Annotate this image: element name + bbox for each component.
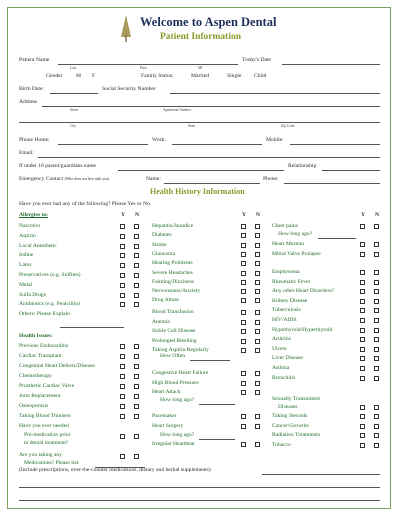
condition-no-checkbox[interactable] — [255, 310, 260, 315]
condition-yes-checkbox[interactable] — [360, 414, 365, 419]
ssn-field[interactable] — [170, 93, 380, 94]
condition-item: Radiation Treatments — [272, 432, 321, 438]
allergy-no-checkbox[interactable] — [134, 273, 139, 278]
condition-item: Diabetes — [152, 232, 172, 239]
medications-no-checkbox[interactable] — [134, 454, 139, 459]
condition-no-checkbox[interactable] — [255, 320, 260, 325]
condition-no-checkbox[interactable] — [255, 261, 260, 266]
col3-y-header: Y — [361, 212, 366, 218]
condition-yes-checkbox[interactable] — [241, 329, 246, 334]
first-caption: First — [140, 66, 147, 70]
health-no-checkbox[interactable] — [134, 354, 139, 359]
condition-yes-checkbox[interactable] — [241, 298, 246, 303]
condition-yes-checkbox[interactable] — [241, 252, 246, 257]
condition-no-checkbox[interactable] — [255, 381, 260, 386]
condition-yes-checkbox[interactable] — [241, 310, 246, 315]
health-yes-checkbox[interactable] — [120, 344, 125, 349]
condition-yes-checkbox[interactable] — [241, 390, 246, 395]
condition-yes-checkbox[interactable] — [360, 443, 365, 448]
col2-n-header: N — [256, 212, 261, 218]
condition-no-checkbox[interactable] — [255, 371, 260, 376]
condition-item: Any other Heart Disorders? — [272, 288, 334, 295]
condition-item: Anemia — [152, 318, 170, 325]
condition-no-checkbox[interactable] — [374, 242, 379, 247]
allergy-no-checkbox[interactable] — [134, 302, 139, 307]
health-issues-heading: Health Issues: — [19, 333, 53, 339]
health-yes-checkbox[interactable] — [120, 354, 125, 359]
health-yes-checkbox[interactable] — [120, 404, 125, 409]
condition-no-checkbox[interactable] — [255, 289, 260, 294]
condition-no-checkbox[interactable] — [374, 299, 379, 304]
health-yes-checkbox[interactable] — [120, 384, 125, 389]
condition-item: Heart Murmur — [272, 241, 305, 247]
health-yes-checkbox[interactable] — [120, 374, 125, 379]
emergency-label: Emergency Contact (Who does not live with you) — [19, 176, 110, 182]
condition-item: Ulcers — [272, 345, 287, 352]
health-no-checkbox[interactable] — [134, 404, 139, 409]
col1-n-header: N — [135, 212, 140, 218]
health-item: Osteoporosis — [19, 403, 49, 409]
todays-date-field[interactable] — [282, 64, 380, 65]
include-note: (Include prescriptions, over-the-counter medications, dietary and herbal supplements) — [19, 467, 211, 473]
condition-no-checkbox[interactable] — [374, 347, 379, 352]
health-item: Cardiac Transplant — [19, 353, 62, 359]
premedication-no-checkbox[interactable] — [134, 434, 139, 439]
gender-m-option[interactable]: M — [76, 73, 81, 79]
health-yes-checkbox[interactable] — [120, 414, 125, 419]
condition-item: High Blood Pressure — [152, 379, 199, 386]
condition-yes-checkbox[interactable] — [241, 224, 246, 229]
how-long-ago-label: How long ago? — [278, 231, 313, 237]
address-street-field[interactable] — [42, 106, 380, 107]
condition-item: Taking Aspirin Regularly — [152, 347, 209, 353]
allergy-yes-checkbox[interactable] — [120, 293, 125, 298]
work-phone-field[interactable] — [172, 144, 262, 145]
condition-yes-checkbox[interactable] — [241, 280, 246, 285]
health-item: Have you ever needed — [19, 423, 69, 429]
condition-no-checkbox[interactable] — [255, 271, 260, 276]
birth-date-field[interactable] — [50, 93, 98, 94]
condition-no-checkbox[interactable] — [255, 224, 260, 229]
condition-no-checkbox[interactable] — [255, 414, 260, 419]
condition-yes-checkbox[interactable] — [241, 371, 246, 376]
allergy-yes-checkbox[interactable] — [120, 224, 125, 229]
condition-yes-checkbox[interactable] — [360, 242, 365, 247]
allergy-item: Aspirin — [19, 232, 36, 239]
condition-item: Congestive Heart Failure — [152, 370, 209, 376]
zip-caption: Zip Code — [281, 124, 295, 128]
allergy-yes-checkbox[interactable] — [120, 244, 125, 249]
condition-item: Asthma — [272, 365, 290, 371]
chest-pains-yes-checkbox[interactable] — [360, 224, 365, 229]
how-long-ago-field[interactable] — [318, 238, 356, 239]
allergy-item: Local Anesthetic — [19, 242, 57, 249]
condition-yes-checkbox[interactable] — [241, 424, 246, 429]
col2-y-header: Y — [242, 212, 247, 218]
health-no-checkbox[interactable] — [134, 364, 139, 369]
premed-line-1: Pre-medication prior — [24, 432, 71, 438]
last-caption: Last — [70, 66, 77, 70]
condition-yes-checkbox[interactable] — [241, 261, 246, 266]
condition-yes-checkbox[interactable] — [360, 299, 365, 304]
condition-item: Fainting/Dizziness — [152, 278, 194, 285]
health-yes-checkbox[interactable] — [120, 364, 125, 369]
condition-yes-checkbox[interactable] — [360, 405, 365, 410]
condition-yes-checkbox[interactable] — [241, 320, 246, 325]
health-yes-checkbox[interactable] — [120, 394, 125, 399]
health-no-checkbox[interactable] — [134, 394, 139, 399]
condition-no-checkbox[interactable] — [374, 289, 379, 294]
condition-yes-checkbox[interactable] — [360, 270, 365, 275]
condition-item: Tobacco — [272, 441, 291, 448]
health-item: Previous Endocarditis — [19, 343, 69, 349]
health-item: Taking Blood Thinners — [19, 413, 71, 419]
married-option[interactable]: Married — [191, 73, 210, 79]
emergency-name-field[interactable] — [164, 183, 260, 184]
condition-item: Tuberculosis — [272, 307, 301, 314]
condition-item: Nervousness/Anxiety — [152, 288, 201, 295]
how-often-field[interactable] — [190, 360, 230, 361]
patient-name-label: Patient Name — [19, 57, 50, 63]
allergies-heading: Allergies to: — [19, 212, 49, 218]
condition-yes-checkbox[interactable] — [241, 339, 246, 344]
condition-item: Pacemaker — [152, 413, 177, 419]
condition-no-checkbox[interactable] — [374, 424, 379, 429]
condition-item: Diseases — [278, 404, 298, 410]
email-field[interactable] — [38, 157, 380, 158]
allergy-yes-checkbox[interactable] — [120, 234, 125, 239]
condition-yes-checkbox[interactable] — [241, 442, 246, 447]
condition-yes-checkbox[interactable] — [360, 328, 365, 333]
how-long-ago-field[interactable] — [199, 404, 235, 405]
condition-item: Mitral Valve Prolapse — [272, 251, 321, 257]
condition-no-checkbox[interactable] — [374, 270, 379, 275]
condition-yes-checkbox[interactable] — [360, 347, 365, 352]
premedication-yes-checkbox[interactable] — [120, 434, 125, 439]
condition-yes-checkbox[interactable] — [241, 289, 246, 294]
condition-no-checkbox[interactable] — [255, 329, 260, 334]
condition-item: Emphysema — [272, 269, 300, 275]
condition-item: Sexually Transmitted — [272, 396, 320, 402]
allergy-item: Antibiotics (e.g. Penicillin) — [19, 301, 80, 308]
allergy-item: Narcotics — [19, 223, 41, 229]
condition-item: Bronchitis — [272, 374, 296, 381]
condition-yes-checkbox[interactable] — [360, 337, 365, 342]
condition-item: Chest pains — [272, 223, 298, 229]
how-often-label: How Often — [160, 353, 186, 359]
emergency-name-label: Name: — [146, 176, 161, 182]
health-history-title: Health History Information — [150, 187, 245, 196]
condition-item: Liver Disease — [272, 355, 303, 362]
condition-no-checkbox[interactable] — [374, 405, 379, 410]
allergy-no-checkbox[interactable] — [134, 224, 139, 229]
guardian-label: If under 18 parent/guardians name — [19, 163, 97, 169]
emergency-phone-label: Phone: — [263, 176, 279, 182]
taking-line-1: Are you taking any — [19, 452, 63, 458]
condition-yes-checkbox[interactable] — [360, 366, 365, 371]
page-subtitle: Patient Information — [160, 32, 242, 42]
condition-no-checkbox[interactable] — [374, 318, 379, 323]
family-status-label: Family Status: — [141, 73, 174, 79]
condition-item: Prolonged Bleeding — [152, 337, 197, 344]
condition-yes-checkbox[interactable] — [241, 271, 246, 276]
allergy-no-checkbox[interactable] — [134, 283, 139, 288]
condition-item: Blood Transfusion — [152, 309, 194, 315]
condition-no-checkbox[interactable] — [374, 366, 379, 371]
taking-line-2: Medications? Please list: — [24, 460, 80, 466]
how-long-ago-label: How long ago? — [160, 432, 195, 438]
condition-yes-checkbox[interactable] — [360, 433, 365, 438]
condition-no-checkbox[interactable] — [255, 280, 260, 285]
condition-no-checkbox[interactable] — [374, 443, 379, 448]
condition-yes-checkbox[interactable] — [241, 233, 246, 238]
apartment-caption: Apartment Number — [163, 108, 192, 112]
gender-f-option[interactable]: F — [92, 73, 96, 79]
page-title: Welcome to Aspen Dental — [140, 15, 277, 29]
condition-no-checkbox[interactable] — [374, 280, 379, 285]
allergy-yes-checkbox[interactable] — [120, 263, 125, 268]
condition-yes-checkbox[interactable] — [241, 243, 246, 248]
condition-no-checkbox[interactable] — [374, 433, 379, 438]
street-caption: Street — [70, 108, 79, 112]
city-caption: City — [70, 124, 77, 128]
allergy-item: Sulfa Drugs — [19, 291, 46, 298]
condition-no-checkbox[interactable] — [374, 337, 379, 342]
others-explain-field[interactable] — [60, 327, 124, 328]
phone-home-field[interactable] — [58, 144, 148, 145]
premed-line-2: to dental treatment? — [24, 440, 69, 446]
condition-no-checkbox[interactable] — [374, 414, 379, 419]
allergy-no-checkbox[interactable] — [134, 244, 139, 249]
relationship-label: Relationship — [288, 163, 317, 169]
gender-label: Gender — [46, 73, 63, 79]
emergency-phone-field[interactable] — [284, 183, 380, 184]
condition-no-checkbox[interactable] — [255, 348, 260, 353]
condition-no-checkbox[interactable] — [255, 298, 260, 303]
condition-item: Heart Attack — [152, 389, 181, 395]
allergy-yes-checkbox[interactable] — [120, 253, 125, 258]
relationship-field[interactable] — [322, 170, 380, 171]
allergy-item: Iodine — [19, 252, 34, 259]
condition-yes-checkbox[interactable] — [360, 318, 365, 323]
condition-item: Taking Steroids — [272, 413, 308, 419]
condition-item: Irregular Heartbeat — [152, 441, 195, 447]
patient-name-field[interactable] — [58, 64, 238, 65]
condition-no-checkbox[interactable] — [255, 243, 260, 248]
phone-home-label: Phone Home: — [19, 137, 50, 143]
condition-yes-checkbox[interactable] — [360, 252, 365, 257]
allergy-yes-checkbox[interactable] — [120, 302, 125, 307]
condition-item: Glaucoma — [152, 250, 175, 257]
condition-yes-checkbox[interactable] — [360, 356, 365, 361]
allergy-yes-checkbox[interactable] — [120, 273, 125, 278]
allergy-no-checkbox[interactable] — [134, 263, 139, 268]
col1-y-header: Y — [121, 212, 126, 218]
condition-yes-checkbox[interactable] — [360, 289, 365, 294]
single-option[interactable]: Single — [227, 73, 242, 79]
condition-no-checkbox[interactable] — [374, 328, 379, 333]
condition-no-checkbox[interactable] — [374, 308, 379, 313]
medications-field-2[interactable] — [262, 474, 380, 475]
health-item: Joint Replacement — [19, 393, 61, 399]
state-caption: State — [188, 124, 196, 128]
condition-yes-checkbox[interactable] — [360, 308, 365, 313]
mi-caption: MI — [198, 66, 203, 70]
col3-n-header: N — [375, 212, 380, 218]
condition-no-checkbox[interactable] — [255, 233, 260, 238]
how-long-ago-field[interactable] — [199, 439, 235, 440]
condition-item: Stroke — [152, 241, 167, 248]
allergy-yes-checkbox[interactable] — [120, 283, 125, 288]
health-no-checkbox[interactable] — [134, 384, 139, 389]
allergy-no-checkbox[interactable] — [134, 234, 139, 239]
condition-no-checkbox[interactable] — [255, 252, 260, 257]
birth-date-label: Birth Date: — [19, 86, 45, 92]
condition-no-checkbox[interactable] — [255, 390, 260, 395]
condition-yes-checkbox[interactable] — [241, 348, 246, 353]
condition-item: Hearing Problems — [152, 260, 193, 267]
work-phone-label: Work: — [152, 137, 166, 143]
allergy-item: Others: Please Explain — [19, 311, 70, 318]
condition-item: Arthritis — [272, 336, 291, 343]
health-no-checkbox[interactable] — [134, 374, 139, 379]
guardian-field[interactable] — [118, 170, 284, 171]
condition-no-checkbox[interactable] — [374, 356, 379, 361]
condition-no-checkbox[interactable] — [374, 252, 379, 257]
condition-item: Hepatitis/Jaundice — [152, 223, 194, 229]
condition-item: Cancer/Growths — [272, 422, 309, 429]
allergy-no-checkbox[interactable] — [134, 293, 139, 298]
condition-no-checkbox[interactable] — [255, 442, 260, 447]
medications-line-3[interactable] — [19, 487, 380, 488]
condition-item: Rheumatic Fever — [272, 278, 311, 285]
mobile-field[interactable] — [290, 144, 380, 145]
health-item: Chemotherapy — [19, 373, 52, 379]
condition-item: Sickle Cell Disease — [152, 328, 196, 334]
condition-yes-checkbox[interactable] — [241, 381, 246, 386]
ssn-label: Social Security Number — [102, 86, 156, 92]
medications-yes-checkbox[interactable] — [120, 454, 125, 459]
history-question: Have you ever had any of the following? Please Yes or No. — [19, 201, 152, 207]
tree-icon — [119, 13, 133, 43]
email-label: Email: — [19, 150, 34, 156]
health-no-checkbox[interactable] — [134, 414, 139, 419]
allergy-item: Latex — [19, 262, 32, 269]
health-no-checkbox[interactable] — [134, 344, 139, 349]
mobile-label: Mobile: — [266, 137, 284, 143]
allergy-no-checkbox[interactable] — [134, 253, 139, 258]
allergy-item: Preservatives (e.g. Sulfites) — [19, 272, 81, 278]
todays-date-label: Today's Date — [242, 57, 272, 63]
condition-item: HIV/AIDS — [272, 317, 297, 323]
child-option[interactable]: Child — [254, 73, 267, 79]
condition-yes-checkbox[interactable] — [360, 424, 365, 429]
health-item: Prosthetic Cardiac Valve — [19, 383, 75, 389]
allergy-item: Metal — [19, 281, 33, 288]
condition-no-checkbox[interactable] — [255, 339, 260, 344]
address-city-field[interactable] — [19, 122, 380, 123]
medications-line-4[interactable] — [19, 500, 380, 501]
chest-pains-no-checkbox[interactable] — [374, 224, 379, 229]
condition-item: Hypothyroid/Hyperthyroid — [272, 326, 333, 333]
condition-no-checkbox[interactable] — [374, 376, 379, 381]
condition-item: Drug Abuse — [152, 297, 179, 304]
health-item: Congenital Heart Defects/Disease — [19, 363, 95, 369]
condition-item: Heart Surgery — [152, 423, 184, 429]
condition-yes-checkbox[interactable] — [360, 376, 365, 381]
condition-item: Severe Headaches — [152, 269, 193, 276]
condition-yes-checkbox[interactable] — [360, 280, 365, 285]
how-long-ago-label: How long ago? — [160, 397, 195, 403]
condition-no-checkbox[interactable] — [255, 424, 260, 429]
condition-item: Kidney Disease — [272, 297, 308, 304]
address-label: Address — [19, 99, 38, 105]
condition-yes-checkbox[interactable] — [241, 414, 246, 419]
